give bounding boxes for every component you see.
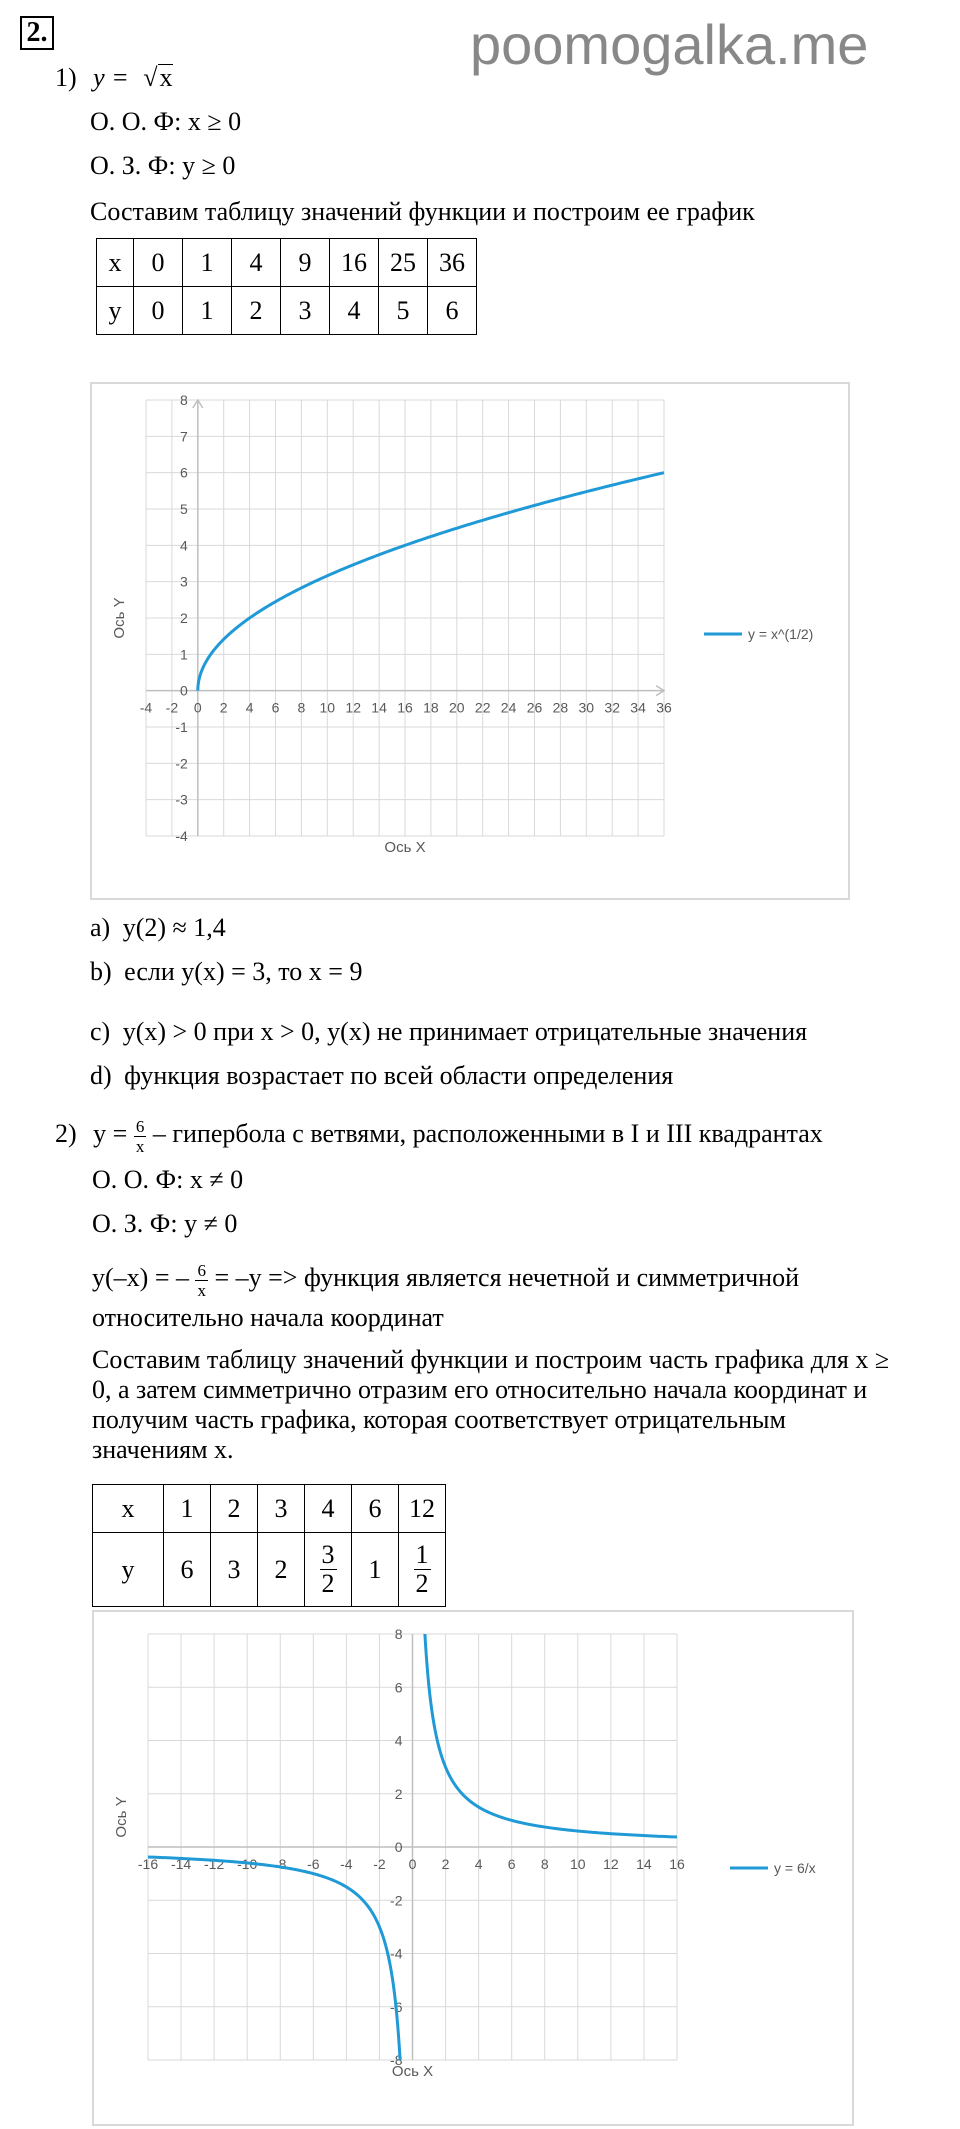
- y-tick-label: 4: [394, 1732, 403, 1749]
- x-tick-label: 6: [507, 1856, 516, 1872]
- fraction-6-over-x: [195, 1262, 208, 1299]
- x-tick-label: 8: [540, 1856, 549, 1872]
- fraction-3-over-2: [320, 1542, 337, 1597]
- y-tick-label: 8: [180, 392, 188, 408]
- y-tick-label: 0: [394, 1839, 403, 1855]
- part1-radicand: x: [159, 63, 173, 92]
- chart-hyperbola-svg: [94, 1612, 852, 2124]
- table-cell: 3: [258, 1485, 305, 1533]
- table-cell: 16: [330, 239, 379, 287]
- fraction-denominator: x: [197, 1280, 206, 1300]
- part2-label: 2): [55, 1119, 77, 1148]
- x-tick-label: -12: [204, 1856, 225, 1872]
- part1-domain: О. О. Ф: x ≥ 0: [90, 107, 242, 136]
- x-axis-title: Ось X: [391, 2063, 434, 2080]
- table-cell: 1: [183, 239, 232, 287]
- y-tick-label: -3: [175, 791, 188, 808]
- y-tick-label: -2: [175, 755, 188, 772]
- y-tick-label: -2: [390, 1892, 403, 1909]
- table-cell: 2: [232, 287, 281, 335]
- table-cell: 25: [379, 239, 428, 287]
- x-tick-label: -16: [137, 1856, 159, 1872]
- table-cell: 36: [428, 239, 477, 287]
- x-axis-title: Ось X: [384, 839, 426, 856]
- chart-sqrt-svg: [92, 384, 848, 898]
- table-cell: 4: [305, 1485, 352, 1533]
- table-cell: 1: [164, 1485, 211, 1533]
- x-tick-label: 0: [408, 1856, 417, 1872]
- part1-value-table: [96, 238, 477, 335]
- answer-letter: a): [90, 913, 111, 942]
- fraction-numerator: 6: [197, 1260, 206, 1280]
- y-tick-label: 1: [180, 646, 188, 663]
- x-tick-label: -2: [373, 1856, 386, 1872]
- table-cell: 6: [164, 1533, 211, 1607]
- x-tick-label: -6: [307, 1856, 320, 1872]
- table-cell-fraction: [399, 1533, 446, 1607]
- x-tick-label: 16: [397, 699, 413, 716]
- x-tick-label: 30: [578, 699, 595, 716]
- x-tick-label: 16: [669, 1856, 685, 1872]
- fraction-denominator: 2: [321, 1569, 335, 1598]
- table-header-x: x: [93, 1485, 164, 1533]
- x-tick-label: 24: [500, 699, 517, 716]
- table-cell: 12: [399, 1485, 446, 1533]
- y-tick-label: 3: [180, 573, 188, 590]
- table-header-y: y: [93, 1533, 164, 1607]
- table-cell-fraction: [305, 1533, 352, 1607]
- part1-range: О. З. Ф: y ≥ 0: [90, 151, 236, 180]
- x-tick-label: 6: [271, 699, 280, 716]
- series-line-negative-branch: [148, 1857, 400, 2060]
- table-cell: 4: [232, 239, 281, 287]
- y-tick-label: -1: [175, 719, 188, 735]
- y-tick-label: 5: [180, 501, 188, 517]
- fraction-denominator: 2: [415, 1569, 429, 1598]
- answer-c: [90, 1016, 807, 1048]
- fraction-numerator: 3: [321, 1540, 335, 1569]
- part2-paragraph-line: получим часть графика, которая соответствует отрицательным: [92, 1405, 786, 1434]
- table-cell: 3: [281, 287, 330, 335]
- table-cell: 9: [281, 239, 330, 287]
- x-tick-label: 18: [423, 699, 439, 716]
- x-tick-label: 4: [245, 699, 254, 716]
- part2-value-table: [92, 1484, 446, 1607]
- part2-odd: [92, 1256, 799, 1300]
- x-tick-label: -4: [340, 1856, 353, 1872]
- y-tick-label: 2: [394, 1785, 403, 1802]
- part2-paragraph-line: Составим таблицу значений функции и построим часть графика для x ≥: [92, 1345, 890, 1374]
- y-tick-label: 6: [394, 1679, 403, 1696]
- table-cell: 0: [134, 287, 183, 335]
- table-cell: 0: [134, 239, 183, 287]
- part1-formula: [55, 62, 173, 94]
- y-tick-label: 4: [180, 537, 188, 554]
- table-cell: 2: [211, 1485, 258, 1533]
- answer-letter: b): [90, 957, 112, 986]
- x-tick-label: -4: [139, 699, 153, 716]
- chart-hyperbola: [92, 1610, 854, 2126]
- y-tick-label: -8: [390, 2052, 403, 2068]
- part2-domain: О. О. Ф: x ≠ 0: [92, 1165, 244, 1194]
- x-tick-label: 20: [449, 699, 465, 716]
- x-tick-label: -10: [237, 1856, 258, 1872]
- answer-a: [90, 912, 226, 944]
- table-header-y: y: [97, 287, 134, 335]
- sqrt-sign: √: [143, 63, 158, 92]
- fraction-6-over-x: [134, 1118, 147, 1155]
- table-cell: 5: [379, 287, 428, 335]
- x-tick-label: 2: [219, 699, 228, 716]
- table-cell: 2: [258, 1533, 305, 1607]
- fraction-1-over-2: [414, 1542, 431, 1597]
- x-tick-label: -2: [165, 699, 179, 716]
- series-line-positive-branch: [425, 1634, 677, 1837]
- part2-formula-rest: – гипербола с ветвями, расположенными в I и III квадрантах: [152, 1119, 823, 1148]
- answer-text: y(x) > 0 при x > 0, y(x) не принимает отрицательные значения: [122, 1017, 808, 1046]
- problem-number: 2.: [20, 16, 54, 50]
- x-tick-label: 34: [630, 699, 646, 716]
- y-tick-label: 7: [180, 428, 188, 445]
- table-cell: 3: [211, 1533, 258, 1607]
- answer-letter: c): [90, 1017, 111, 1046]
- x-tick-label: 0: [193, 699, 202, 716]
- y-tick-label: 0: [180, 682, 188, 699]
- y-tick-label: 8: [394, 1626, 403, 1642]
- fraction-numerator: 1: [415, 1540, 429, 1569]
- x-tick-label: -14: [170, 1856, 192, 1872]
- part2-range: О. З. Ф: y ≠ 0: [92, 1209, 238, 1238]
- chart-sqrt: [90, 382, 850, 900]
- x-tick-label: 10: [319, 699, 336, 716]
- fraction-numerator: 6: [135, 1116, 145, 1136]
- answer-letter: d): [90, 1061, 112, 1090]
- part2-paragraph-line: значениям x.: [92, 1435, 234, 1464]
- part2-formula-start: y =: [93, 1119, 128, 1148]
- answer-text: y(2) ≈ 1,4: [122, 913, 226, 942]
- x-tick-label: 4: [474, 1856, 483, 1872]
- legend-label: y = 6/x: [774, 1860, 816, 1876]
- table-cell: 1: [352, 1533, 399, 1607]
- part2-odd-rest: = –y => функция является нечетной и симметричной: [214, 1263, 799, 1292]
- part2-odd-start: y(–x) = –: [92, 1263, 189, 1292]
- table-header-x: x: [97, 239, 134, 287]
- answer-d: [90, 1060, 673, 1092]
- y-tick-label: 2: [180, 610, 188, 626]
- x-tick-label: 36: [656, 699, 672, 716]
- part1-formula-lhs: y =: [93, 63, 129, 92]
- x-tick-label: -8: [274, 1856, 287, 1872]
- part2-paragraph-line: 0, а затем симметрично отразим его относительно начала координат и: [92, 1375, 868, 1404]
- x-tick-label: 2: [441, 1856, 450, 1872]
- answer-b: [90, 956, 362, 988]
- table-cell: 4: [330, 287, 379, 335]
- table-cell: 6: [352, 1485, 399, 1533]
- answer-text: функция возрастает по всей области определения: [124, 1061, 674, 1090]
- y-tick-label: -4: [390, 1945, 403, 1962]
- part1-intro: Составим таблицу значений функции и построим ее график: [90, 197, 755, 226]
- x-tick-label: 12: [603, 1856, 619, 1872]
- watermark: poomogalka.me: [470, 13, 869, 76]
- answer-text: если y(x) = 3, то x = 9: [124, 957, 363, 986]
- x-tick-label: 14: [371, 699, 387, 716]
- legend-label: y = x^(1/2): [748, 626, 814, 642]
- x-tick-label: 10: [570, 1856, 586, 1872]
- part1-label: 1): [55, 63, 77, 92]
- table-cell: 6: [428, 287, 477, 335]
- x-tick-label: 28: [552, 699, 569, 716]
- y-axis-title: Ось Y: [111, 597, 128, 639]
- x-tick-label: 14: [636, 1856, 652, 1872]
- part2-odd-line2: относительно начала координат: [92, 1303, 444, 1332]
- y-tick-label: -4: [175, 828, 188, 844]
- x-tick-label: 22: [474, 699, 491, 716]
- x-tick-label: 26: [526, 699, 543, 716]
- x-tick-label: 12: [345, 699, 361, 716]
- x-tick-label: 8: [297, 699, 306, 716]
- x-tick-label: 32: [604, 699, 620, 716]
- y-axis-title: Ось Y: [113, 1796, 130, 1838]
- part2-formula: [55, 1112, 823, 1156]
- table-cell: 1: [183, 287, 232, 335]
- y-tick-label: 6: [180, 464, 188, 481]
- y-tick-label: -6: [390, 1998, 403, 2015]
- fraction-denominator: x: [135, 1136, 145, 1156]
